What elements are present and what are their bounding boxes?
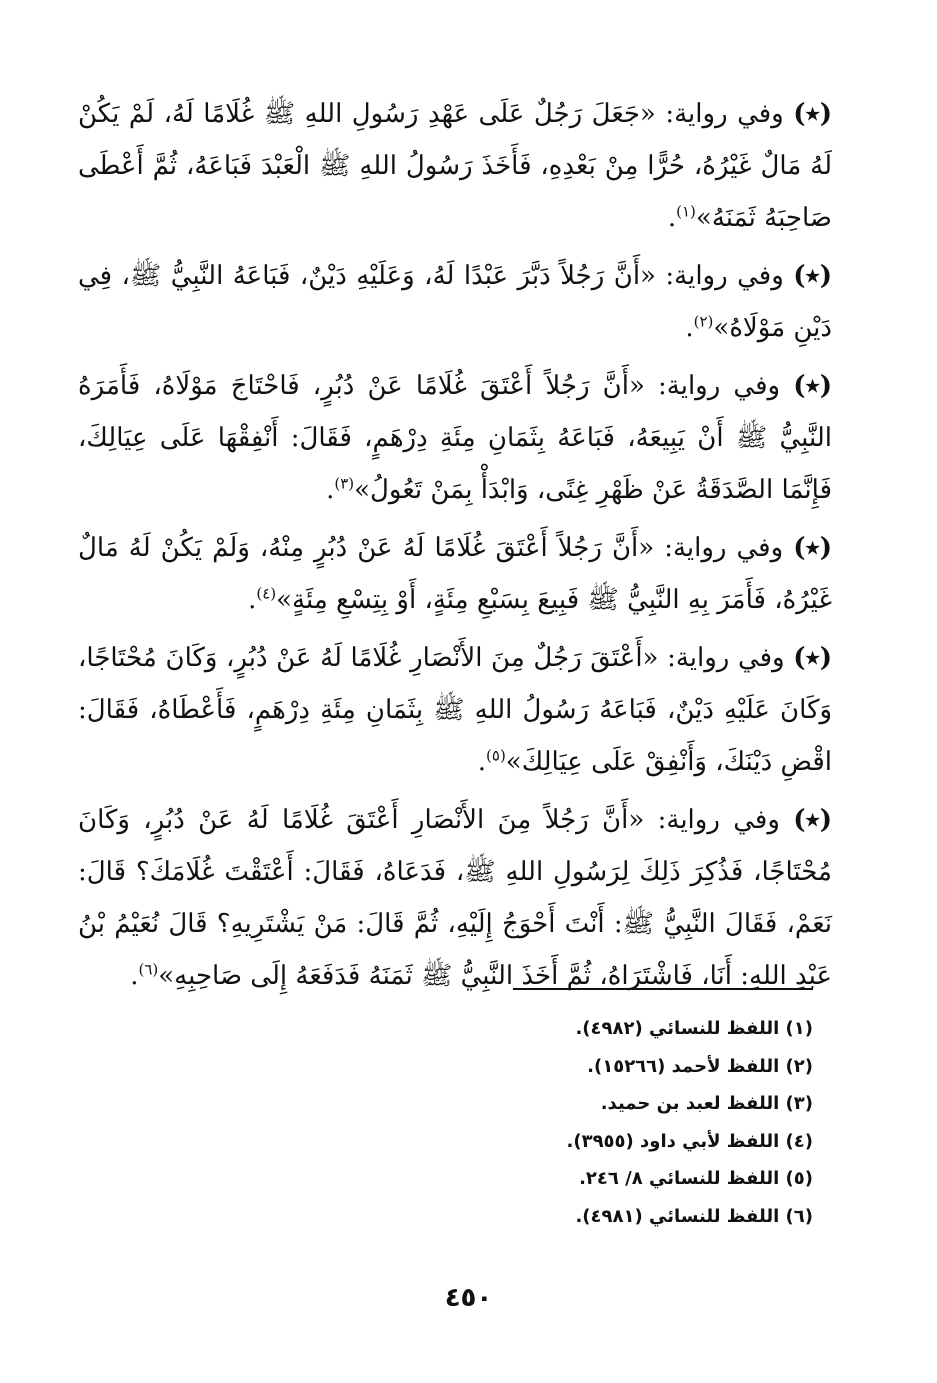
page-number: ٤٥٠ [444, 1283, 493, 1313]
footnote: (٢) اللفظ لأحمد (١٥٢٦٦). [587, 1055, 813, 1077]
footnote-separator [513, 988, 813, 990]
footnote: (١) اللفظ للنسائي (٤٩٨٢). [575, 1018, 813, 1039]
narration-paragraph [78, 88, 832, 244]
footnote-reference: (٤) [256, 584, 277, 603]
footnote-reference: (٢) [693, 312, 714, 331]
narration-paragraph [78, 794, 832, 1002]
footnote: (٤) اللفظ لأبي داود (٣٩٥٥). [566, 1130, 813, 1152]
end-mark: . [667, 203, 677, 233]
asterisk-marker: (٭) [793, 805, 832, 835]
end-mark: . [326, 475, 335, 505]
footnote-reference: (١) [676, 202, 696, 221]
footnote: (٥) اللفظ للنسائي ٨/ ٢٤٦. [579, 1168, 813, 1189]
asterisk-marker: (٭) [793, 643, 832, 673]
narration-paragraph [78, 632, 832, 788]
footnote: (٦) اللفظ للنسائي (٤٩٨١). [575, 1205, 813, 1227]
asterisk-marker: (٭) [793, 261, 832, 291]
narration-paragraph [78, 522, 832, 626]
narration-text: وفي رواية: «أَنَّ رَجُلاً أَعْتَقَ غُلَامًا لَهُ عَنْ دُبُرٍ مِنْهُ، وَلَمْ يَكُنْ لَهُ مَالٌ غَيْرُهُ، فَأَمَرَ بِهِ النَّبِيُّ ﷺ فَبِيعَ بِسَبْعِ مِئَةٍ، أَوْ بِتِسْعِ مِئَةٍ» [78, 533, 832, 615]
asterisk-marker: (٭) [793, 99, 832, 129]
narration-text: وفي رواية: «أَنَّ رَجُلاً مِنَ الأَنْصَارِ أَعْتَقَ غُلَامًا لَهُ عَنْ دُبُرٍ، وَكَانَ مُحْتَاجًا، فَذُكِرَ ذَلِكَ لِرَسُولِ اللهِ ﷺ، فَدَعَاهُ، فَقَالَ: أَعْتَقْتَ غُلَامَكَ؟ قَالَ: نَعَمْ، فَقَالَ النَّبِيُّ ﷺ: أَنْتَ أَحْوَجُ إِلَيْهِ، ثُمَّ قَالَ: مَنْ يَشْتَرِيهِ؟ قَالَ نُعَيْمُ بْنُ عَبْدِ اللهِ: أَنَا، فَاشْتَرَاهُ، ثُمَّ أَخَذَ النَّبِيُّ ﷺ ثَمَنَهُ فَدَفَعَهُ إِلَى صَاحِبِهِ» [78, 805, 832, 991]
asterisk-marker: (٭) [793, 371, 832, 401]
narration-text: وفي رواية: «أَنَّ رَجُلاً أَعْتَقَ غُلَامًا عَنْ دُبُرٍ، فَاحْتَاجَ مَوْلَاهُ، فَأَمَرَهُ النَّبِيُّ ﷺ أَنْ يَبِيعَهُ، فَبَاعَهُ بِثَمَانِ مِئَةِ دِرْهَمٍ، فَقَالَ: أَنْفِقْهَا عَلَى عِيَالِكَ، فَإِنَّمَا الصَّدَقَةُ عَنْ ظَهْرِ غِنًى، وَابْدَأْ بِمَنْ تَعُولُ» [78, 371, 832, 505]
narrations-section [78, 88, 832, 1002]
end-mark: . [685, 313, 694, 343]
narration-text: وفي رواية: «جَعَلَ رَجُلٌ عَلَى عَهْدِ رَسُولِ اللهِ ﷺ غُلَامًا لَهُ، لَمْ يَكُنْ لَهُ مَالٌ غَيْرُهُ، حُرًّا مِنْ بَعْدِهِ، فَأَخَذَ رَسُولُ اللهِ ﷺ الْعَبْدَ فَبَاعَهُ، ثُمَّ أَعْطَى صَاحِبَهُ ثَمَنَهُ» [78, 99, 832, 233]
end-mark: . [477, 747, 487, 777]
narration-paragraph [78, 360, 832, 516]
footnote-reference: (٥) [486, 746, 506, 765]
asterisk-marker: (٭) [793, 533, 832, 563]
end-mark: . [130, 961, 139, 991]
narration-text: وفي رواية: «أَعْتَقَ رَجُلٌ مِنَ الأَنْصَارِ غُلَامًا لَهُ عَنْ دُبُرٍ، وَكَانَ مُحْتَاجًا، وَكَانَ عَلَيْهِ دَيْنٌ، فَبَاعَهُ رَسُولُ اللهِ ﷺ بِثَمَانِ مِئَةِ دِرْهَمٍ، فَأَعْطَاهُ، فَقَالَ: اقْضِ دَيْنَكَ، وَأَنْفِقْ عَلَى عِيَالِكَ» [78, 643, 832, 777]
footnote-reference: (٦) [138, 960, 159, 979]
end-mark: . [248, 585, 257, 615]
narration-paragraph [78, 250, 832, 354]
footnotes-list [393, 1010, 813, 1235]
footnote: (٣) اللفظ لعبد بن حميد. [600, 1093, 813, 1114]
footnote-reference: (٣) [334, 474, 355, 493]
narration-text: وفي رواية: «أَنَّ رَجُلاً دَبَّرَ عَبْدًا لَهُ، وَعَلَيْهِ دَيْنٌ، فَبَاعَهُ النَّبِيُّ ﷺ، فِي دَيْنِ مَوْلَاهُ» [78, 261, 832, 343]
